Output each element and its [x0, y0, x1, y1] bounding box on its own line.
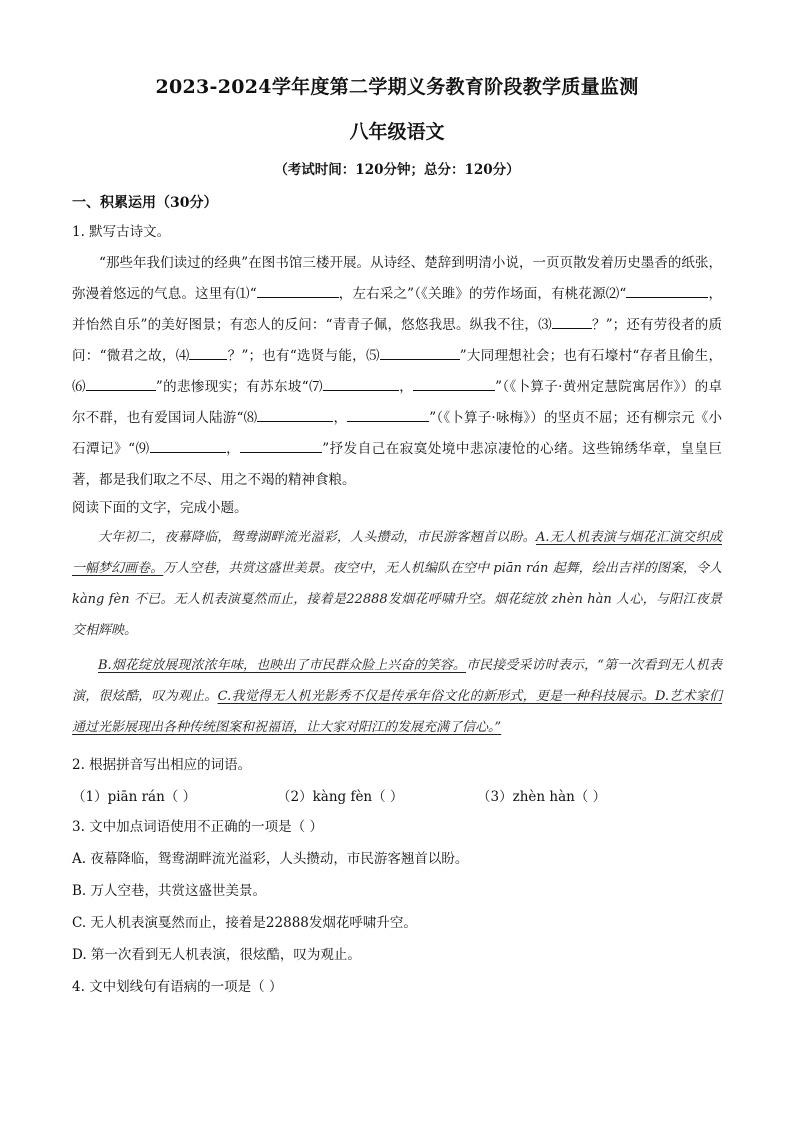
underlined-sentence-cd: C.我觉得无人机光影秀不仅是传承年俗文化的新形式，更是一种科技展示。D.艺术家们通过光影展现出各种传统图案和祝福语，让大家对阳江的发展充满了信心。” — [72, 689, 722, 735]
passage-text: ， — [225, 441, 241, 457]
passage-text: ？”；也有“选贤与能，⑸ — [227, 348, 380, 364]
question-2-stem: 2. 根据拼音写出相应的词语。 — [72, 757, 252, 773]
answer-blank-4[interactable] — [189, 345, 227, 360]
answer-blank-6[interactable] — [86, 376, 156, 391]
answer-blank-7a[interactable] — [323, 376, 399, 391]
passage-text: 市民接受采访时表示，“第一次看到无人机表演，很炫酷，叹为观止。 — [72, 658, 722, 704]
answer-blank-9a[interactable] — [150, 438, 226, 453]
passage-text: ，左右采之”（《关雎》的劳作场面，有桃花源⑵“ — [338, 286, 627, 302]
passage-text: 大年初二，夜幕降临，鸳鸯湖畔流光溢彩，人头攒动，市民游客翘首以盼。 — [98, 530, 536, 545]
answer-blank-3[interactable] — [552, 314, 592, 329]
reading-passage-p1 — [72, 522, 722, 646]
exam-subtitle: 八年级语文 — [349, 121, 445, 143]
answer-blank-2[interactable] — [626, 283, 708, 298]
pinyin-item-3[interactable]: （3）zhèn hàn（ ） — [477, 789, 607, 805]
underlined-sentence-b: B.烟花绽放展现浓浓年味，也映出了市民群众脸上兴奋的笑容。 — [98, 658, 467, 673]
question-3-option-d[interactable]: D. 第一次看到无人机表演，很炫酷，叹为观止。 — [72, 947, 361, 963]
answer-blank-1[interactable] — [257, 283, 339, 298]
answer-blank-9b[interactable] — [240, 438, 322, 453]
answer-blank-7b[interactable] — [413, 376, 495, 391]
question-1-passage — [72, 248, 722, 496]
passage-text: ”的悲惨现实；有苏东坡“⑺ — [155, 379, 323, 395]
passage-text: 万人空巷，共赏这盛世美景。夜空中，无人机编队在空中 piān rán 起舞，绘出吉祥的图案，令人 kàng fèn 不已。无人机表演戛然而止，接着是22888发烟花呼啸升空。烟花绽放 zhèn hàn 人心，与阳江夜景交相辉映。 — [72, 561, 722, 638]
question-3-option-b[interactable]: B. 万人空巷，共赏这盛世美景。 — [72, 883, 267, 899]
passage-text: ”大同理想社会；也有石壕村“存者且偷生，⑹ — [72, 348, 722, 395]
passage-text: ，并怡然自乐”的美好图景；有恋人的反问：“青青子佩，悠悠我思。纵我不往，⑶ — [72, 286, 722, 333]
question-3-option-a[interactable]: A. 夜幕降临，鸳鸯湖畔流光溢彩，人头攒动，市民游客翘首以盼。 — [72, 851, 469, 867]
exam-title: 2023-2024学年度第二学期义务教育阶段教学质量监测 — [155, 76, 639, 98]
answer-blank-8a[interactable] — [257, 407, 333, 422]
reading-intro: 阅读下面的文字，完成小题。 — [72, 500, 248, 516]
passage-text: ”（《卜算子·黄州定慧院寓居作》）的卓尔不群，也有爱国词人陆游“⑻ — [72, 379, 723, 426]
question-4-stem: 4. 文中划线句有语病的一项是（ ） — [72, 979, 283, 995]
question-3-option-c[interactable]: C. 无人机表演戛然而止，接着是22888发烟花呼啸升空。 — [72, 915, 417, 931]
passage-text: ， — [333, 410, 348, 426]
passage-text: ”（《卜算子·咏梅》）的坚贞不屈；还有柳宗元《小石潭记》“⑼ — [72, 410, 722, 457]
passage-text: ”抒发自己在寂寞处境中悲凉凄怆的心绪。这些锦绣华章，皇皇巨著，都是我们取之不尽、用之不竭的精神食粮。 — [72, 441, 723, 488]
passage-text: “那些年我们读过的经典”在图书馆三楼开展。从诗经、楚辞到明清小说，一页页散发着历史墨香的纸张，弥漫着悠远的气息。这里有⑴“ — [72, 255, 722, 302]
question-1-stem: 1. 默写古诗文。 — [72, 224, 171, 240]
section-heading: 一、积累运用（30分） — [72, 195, 218, 211]
passage-text: ， — [398, 379, 414, 395]
underlined-sentence-a: A.无人机表演与烟花汇演交织成一幅梦幻画卷。 — [72, 530, 722, 576]
pinyin-item-1[interactable]: （1）piān rán（ ） — [72, 789, 197, 805]
reading-passage-p2 — [72, 650, 722, 743]
question-3-stem: 3. 文中加点词语使用不正确的一项是（ ） — [72, 819, 323, 835]
answer-blank-8b[interactable] — [347, 407, 429, 422]
pinyin-item-2[interactable]: （2）kàng fèn（ ） — [277, 789, 404, 805]
passage-text: ？”；还有劳役者的质问：“微君之故，⑷ — [72, 317, 722, 364]
exam-meta: （考试时间：120分钟；总分：120分） — [274, 162, 520, 178]
pinyin-row — [72, 785, 722, 805]
answer-blank-5[interactable] — [380, 345, 460, 360]
